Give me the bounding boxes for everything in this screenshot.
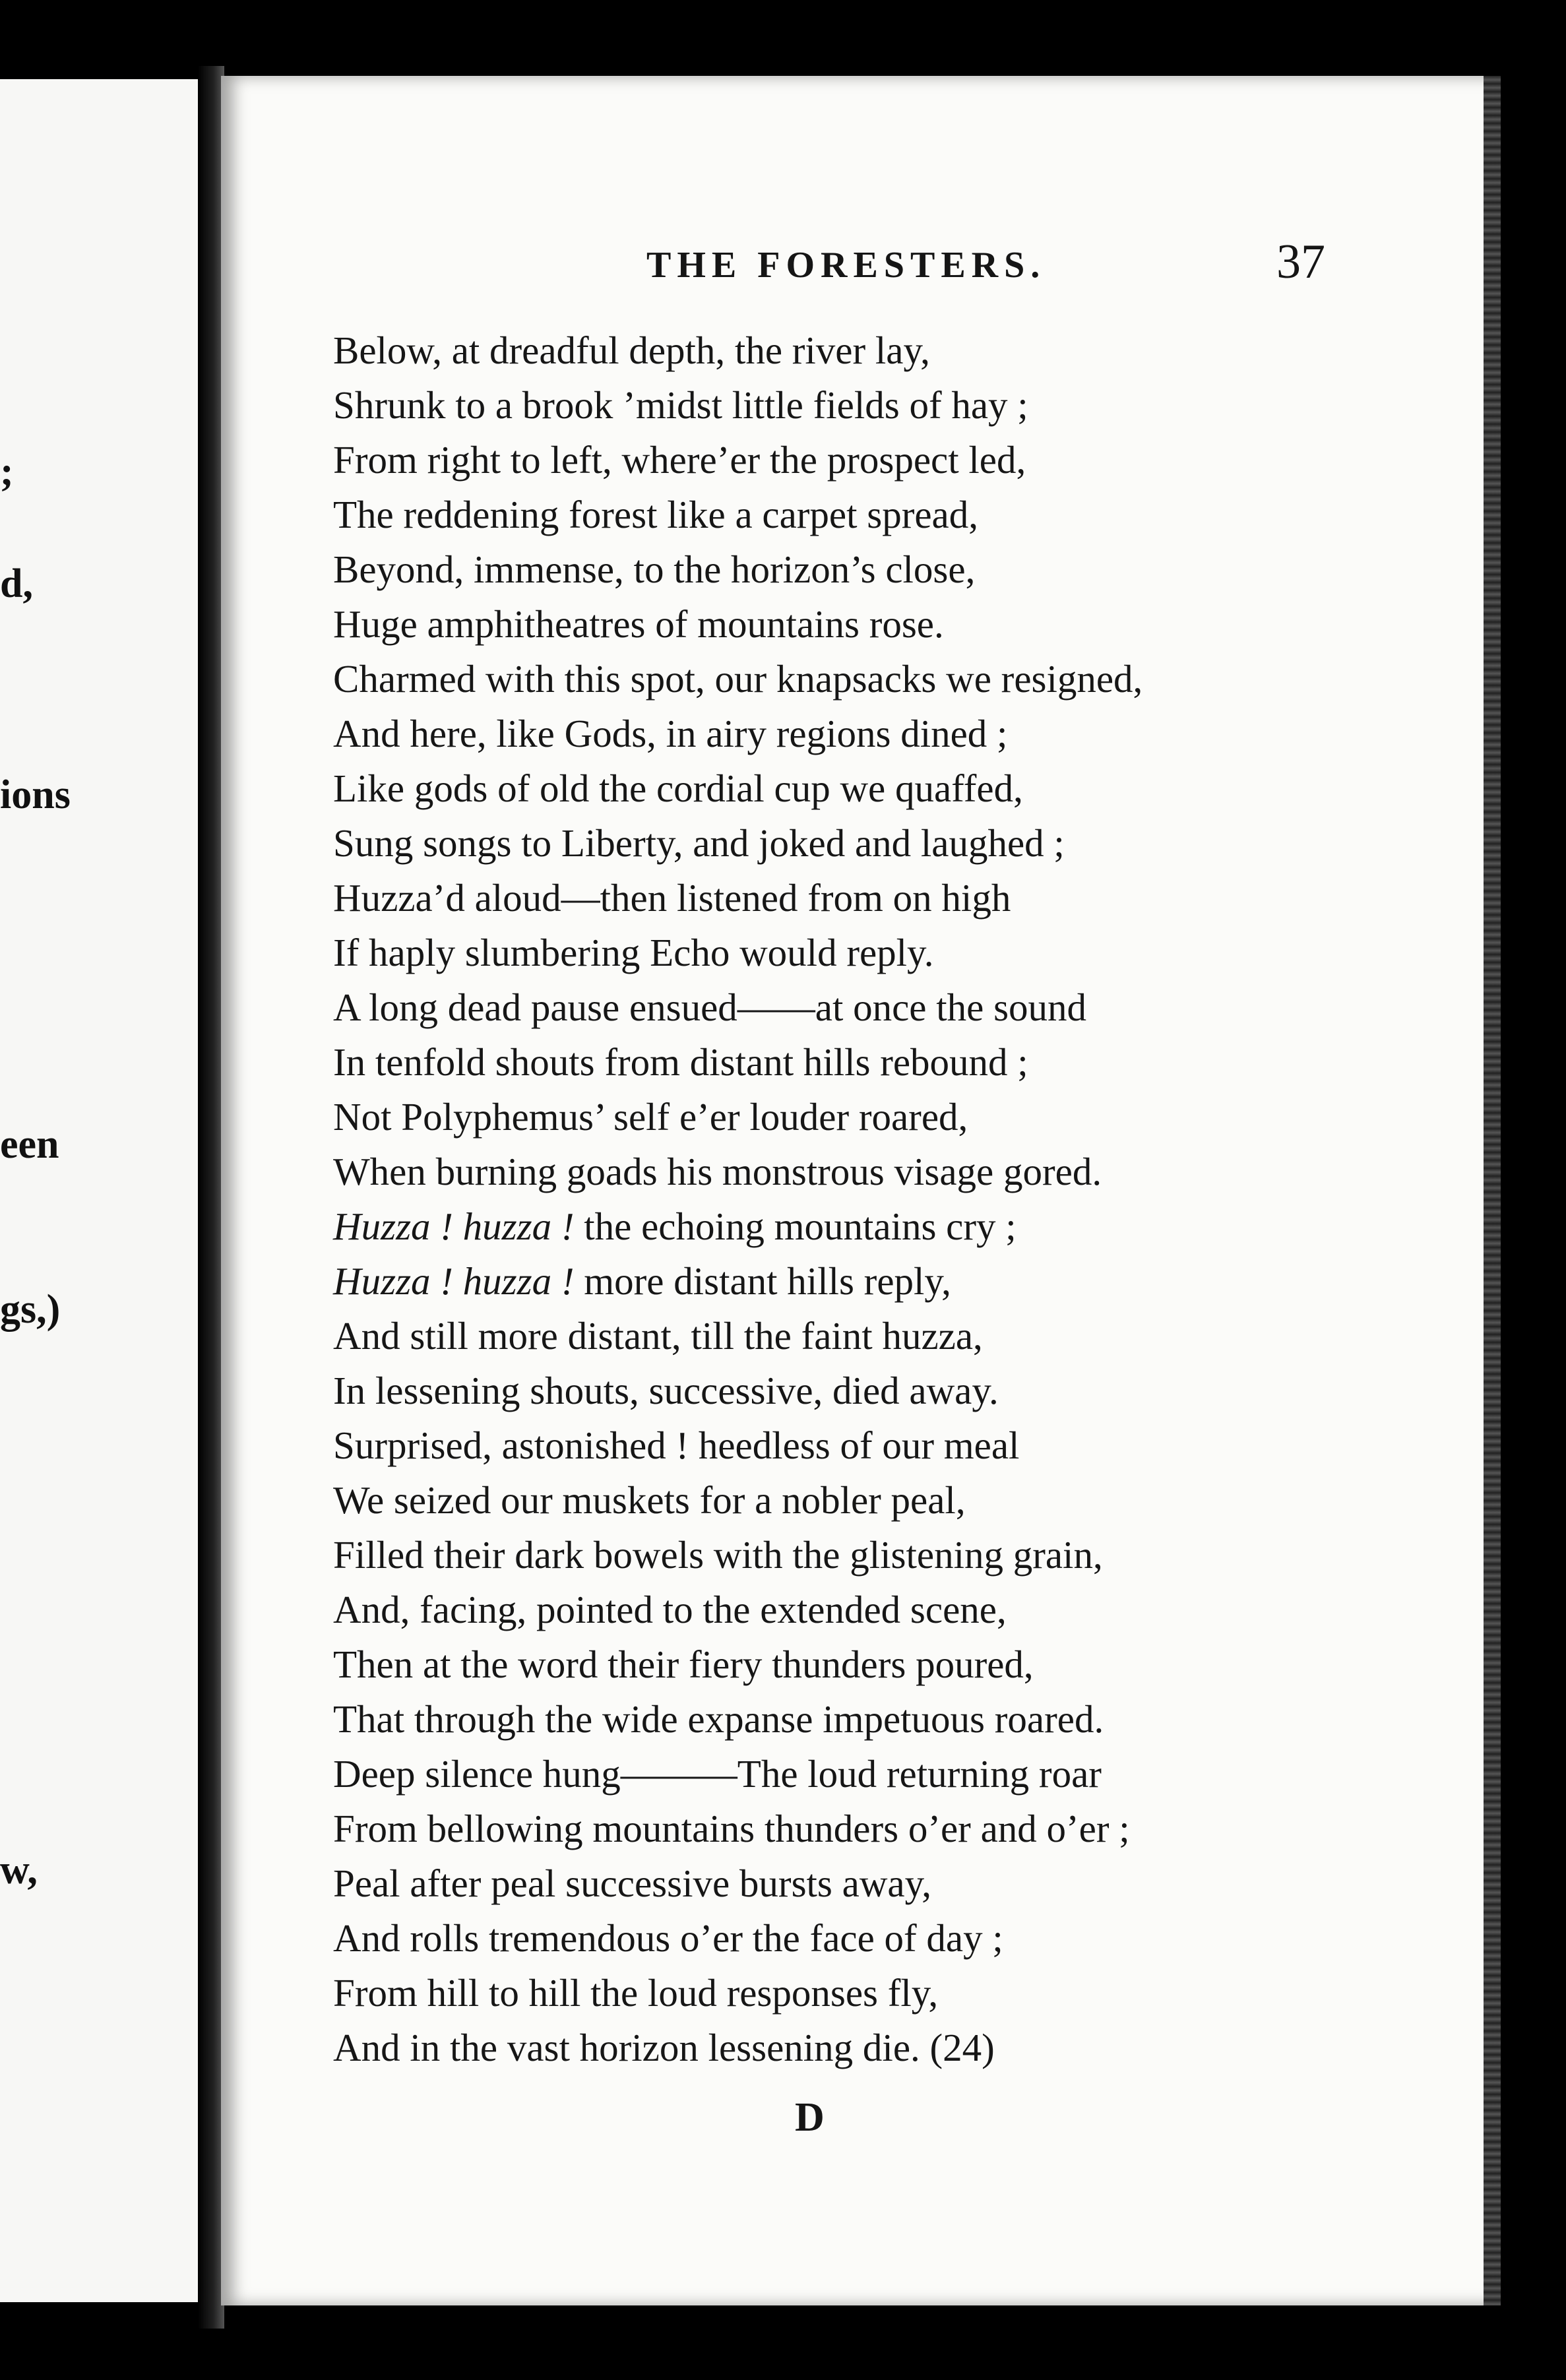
poem-line: From hill to hill the loud responses fly, [333,1971,939,2015]
running-head: THE FORESTERS. [646,245,1046,286]
poem-line: We seized our muskets for a nobler peal, [333,1478,966,1522]
poem-line [333,1254,1468,1309]
page-edge [1484,76,1501,2305]
poem-line: And, facing, pointed to the extended scene, [333,1588,1007,1631]
poem-line: Deep silence hung———The loud returning roar [333,1752,1102,1796]
page-number: 37 [1276,235,1325,289]
poem-line: In tenfold shouts from distant hills rebound ; [333,1040,1028,1084]
left-page-fragment-text: ions [0,772,71,817]
poem-line: Sung songs to Liberty, and joked and laughed ; [333,821,1065,865]
poem-line: Huge amphitheatres of mountains rose. [333,602,944,646]
poem-line-rest: the echoing mountains cry ; [574,1205,1017,1248]
poem-line: Peal after peal successive bursts away, [333,1862,932,1905]
poem-line: The reddening forest like a carpet spread, [333,493,978,536]
poem-line: Beyond, immense, to the horizon’s close, [333,548,976,591]
poem-line: Surprised, astonished ! heedless of our meal [333,1424,1020,1467]
poem-line: If haply slumbering Echo would reply. [333,931,934,974]
left-page-fragment-text: ; [0,449,14,494]
poem-line: Not Polyphemus’ self e’er louder roared, [333,1095,968,1139]
poem-line: That through the wide expanse impetuous roared. [333,1697,1104,1741]
poem-line: A long dead pause ensued——at once the sound [333,986,1087,1029]
poem-line-rest: more distant hills reply, [574,1259,951,1303]
poem-line: Filled their dark bowels with the glistening grain, [333,1533,1103,1577]
book-page [221,76,1501,2305]
poem-line: Shrunk to a brook ’midst little fields of hay ; [333,383,1028,427]
left-page-fragment-text: gs,) [0,1287,61,1332]
poem-line: And in the vast horizon lessening die. (24) [333,2026,995,2069]
poem-text [333,323,1468,2075]
poem-line-italic: Huzza ! huzza ! [333,1205,575,1248]
poem-line: And rolls tremendous o’er the face of day ; [333,1916,1003,1960]
poem-line: Then at the word their fiery thunders poured, [333,1643,1034,1686]
poem-line: From right to left, where’er the prospect led, [333,438,1026,482]
poem-line: In lessening shouts, successive, died away. [333,1369,999,1412]
poem-line: And here, like Gods, in airy regions dined ; [333,712,1008,755]
poem-line: Like gods of old the cordial cup we quaffed, [333,767,1023,810]
poem-line [333,1199,1468,1254]
left-page-fragment [0,79,202,2302]
poem-line: Below, at dreadful depth, the river lay, [333,329,930,372]
left-page-fragment-text: een [0,1122,59,1167]
poem-line: Charmed with this spot, our knapsacks we resigned, [333,657,1143,701]
poem-line: From bellowing mountains thunders o’er and o’er ; [333,1807,1130,1850]
left-page-fragment-text: d, [0,561,33,606]
book-gutter [198,66,224,2329]
left-page-text-fragments [0,79,198,2302]
poem-line: Huzza’d aloud—then listened from on high [333,876,1011,920]
signature-mark: D [795,2095,825,2140]
left-page-fragment-text: w, [0,1848,38,1893]
poem-line: And still more distant, till the faint huzza, [333,1314,983,1358]
poem-line: When burning goads his monstrous visage gored. [333,1150,1102,1193]
poem-line-italic: Huzza ! huzza ! [333,1259,575,1303]
